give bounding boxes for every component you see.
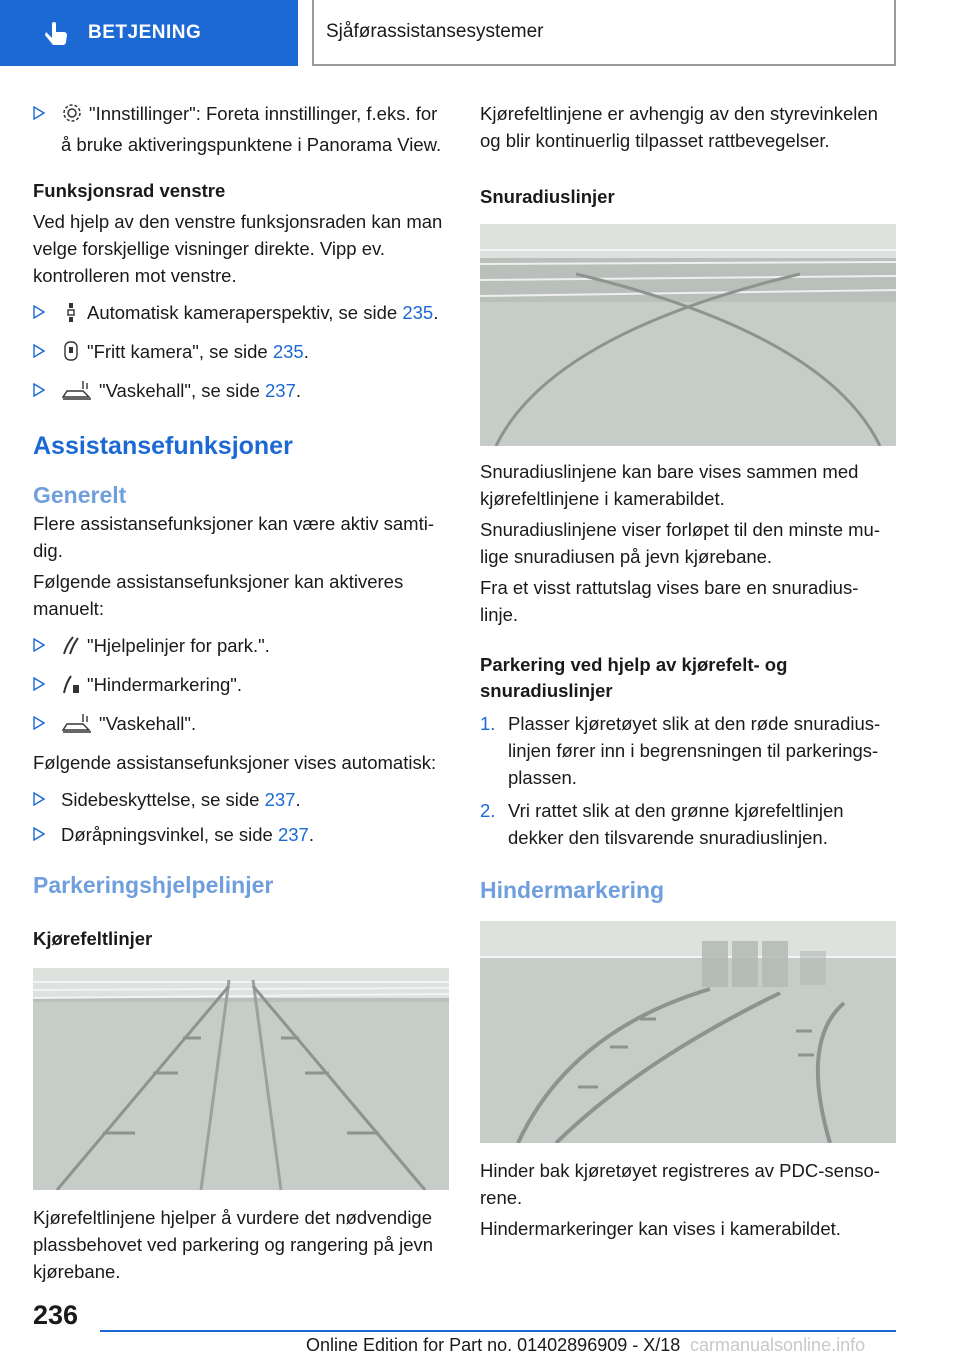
footer-watermark: carmanualsonline.info	[690, 1335, 866, 1355]
lane-lines-figure	[33, 968, 449, 1190]
snuradius-text: Snuradiuslinjene kan bare vises sammen med kjørefeltlinjene i kamerabildet.	[480, 461, 859, 509]
bullet-triangle-icon	[33, 106, 45, 120]
generelt-text: Følgende assistansefunksjoner kan aktiveres manuelt:	[33, 571, 404, 619]
section-tab[interactable]	[0, 0, 298, 66]
footer-edition: Online Edition for Part no. 01402896909 - X/18	[306, 1335, 681, 1355]
list-item: Døråpningsvinkel, se side 237.	[33, 821, 449, 848]
hinder-text: Hindermarkeringer kan vises i kamerabildet.	[480, 1218, 841, 1239]
settings-item: "Innstillinger": Foreta innstillinger, f.eks. for å bruke aktiveringspunktene i Panorama View.	[33, 100, 449, 158]
bullet-triangle-icon	[33, 305, 45, 319]
page-link[interactable]: 237	[277, 824, 309, 845]
page-header	[0, 0, 960, 66]
right-column	[480, 100, 896, 1246]
list-item: "Hindermarkering".	[33, 671, 449, 702]
bullet-triangle-icon	[33, 638, 45, 652]
hinder-heading: Hindermarkering	[480, 877, 665, 903]
bullet-triangle-icon	[33, 383, 45, 397]
list-item: "Fritt kamera", se side 235.	[33, 338, 449, 369]
generelt-text: Flere assistansefunksjoner kan være aktiv samti‐dig.	[33, 513, 434, 561]
auto-text: Følgende assistansefunksjoner vises automatisk:	[33, 752, 437, 773]
snuradius-text: Snuradiuslinjene viser forløpet til den minste mu‐lige snuradiusen på jevn kjørebane.	[480, 519, 880, 567]
page-number: 236	[33, 1300, 79, 1330]
list-item: Sidebeskyttelse, se side 237.	[33, 786, 449, 813]
bullet-triangle-icon	[33, 792, 45, 806]
funksjonsrad-heading: Funksjonsrad venstre	[33, 180, 226, 201]
generelt-heading: Generelt	[33, 482, 127, 508]
page-link[interactable]: 235	[402, 302, 434, 323]
list-item: Automatisk kameraperspektiv, se side 235.	[33, 299, 449, 330]
car-wash-icon	[61, 712, 93, 741]
turning-radius-figure	[480, 224, 896, 446]
page-link[interactable]: 237	[264, 789, 296, 810]
kjorefelt-caption: Kjørefeltlinjene hjelper å vurdere det nødvendige plassbehovet ved parkering og rangering på jevn kjørebane.	[33, 1207, 434, 1282]
bullet-triangle-icon	[33, 677, 45, 691]
bullet-triangle-icon	[33, 716, 45, 730]
section-tab-label: BETJENING	[88, 22, 202, 43]
bullet-triangle-icon	[33, 827, 45, 841]
left-column	[33, 100, 449, 1289]
list-item: "Hjelpelinjer for park.".	[33, 632, 449, 663]
obstacle-marking-figure	[480, 921, 896, 1143]
free-camera-icon	[61, 340, 81, 369]
parkering-guide-heading: Parkering ved hjelp av kjørefelt- og snuradiuslinjer	[480, 654, 788, 701]
bullet-triangle-icon	[33, 344, 45, 358]
list-item: "Vaskehall".	[33, 710, 449, 741]
obstacle-marking-icon	[61, 673, 81, 702]
assist-heading: Assistansefunksjoner	[33, 432, 293, 460]
step-item: 1. Plasser kjøretøyet slik at den røde snuradius‐linjen fører inn i begrensningen til parkerings‐plassen.	[480, 713, 881, 788]
parkering-heading: Parkeringshjelpelinjer	[33, 872, 274, 898]
intro-text: Kjørefeltlinjene er avhengig av den styrevinkelen og blir kontinuerlig tilpasset rattbevegelser.	[480, 103, 878, 151]
parking-lines-icon	[61, 634, 81, 663]
list-item: "Vaskehall", se side 237.	[33, 377, 449, 408]
gear-icon	[61, 102, 83, 131]
camera-auto-icon	[61, 301, 81, 330]
hand-icon	[40, 13, 80, 53]
page-link[interactable]: 237	[265, 380, 296, 401]
funksjonsrad-text: Ved hjelp av den venstre funksjonsraden kan man velge forskjellige visninger direkte. Vipp ev. kontrolleren mot venstre.	[33, 211, 443, 286]
section-title: Sjåførassistansesystemer	[312, 0, 896, 66]
snuradius-heading: Snuradiuslinjer	[480, 186, 615, 207]
kjorefelt-heading: Kjørefeltlinjer	[33, 928, 153, 949]
page-link[interactable]: 235	[272, 341, 304, 362]
hinder-text: Hinder bak kjøretøyet registreres av PDC-senso‐rene.	[480, 1160, 880, 1208]
snuradius-text: Fra et visst rattutslag vises bare en snuradius‐linje.	[480, 577, 859, 625]
footer-divider	[100, 1330, 896, 1332]
step-item: 2. Vri rattet slik at den grønne kjørefeltlinjen dekker den tilsvarende snuradiuslinjen.	[480, 800, 844, 848]
car-wash-icon	[61, 379, 93, 408]
